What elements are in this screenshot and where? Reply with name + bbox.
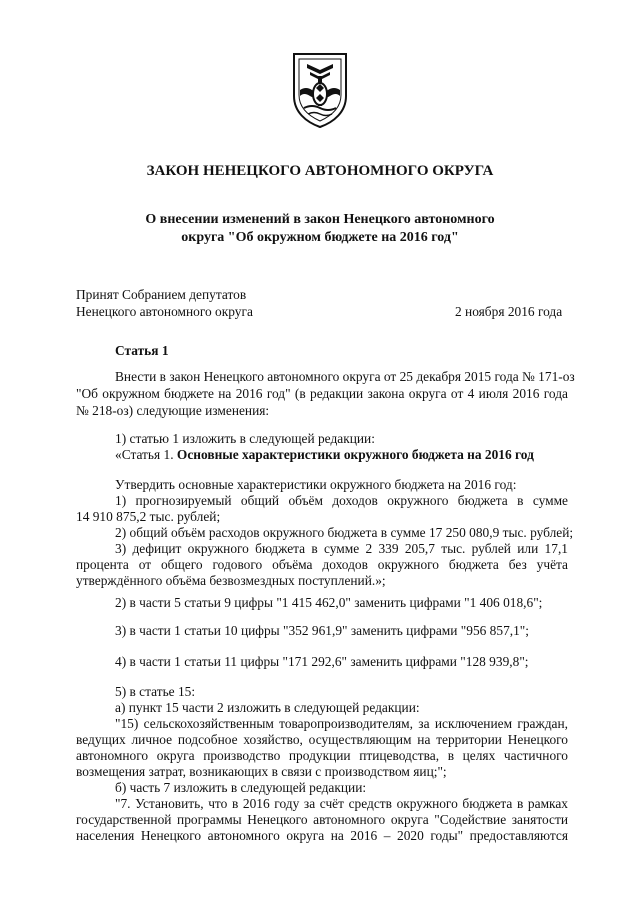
approve-line-7: утверждённого объёма безвозмездных поступлений.»; (76, 573, 386, 588)
item-5-text-line-3: автономного округа производство продукции птицеводства, в целях частичного (76, 748, 568, 763)
approve-line-3: 14 910 875,2 тыс. рублей; (76, 509, 221, 524)
adopted-by-line-2: Ненецкого автономного округа (76, 304, 253, 319)
item-4: 4) в части 1 статьи 11 цифры "171 292,6" заменить цифрами "128 939,8"; (115, 654, 529, 669)
item-5-b-text-line-3: населения Ненецкого автономного округа на 2016 – 2020 годы" предоставляются (76, 828, 568, 843)
item-1-lead: 1) статью 1 изложить в следующей редакции: (115, 431, 375, 446)
approve-line-5: 3) дефицит окружного бюджета в сумме 2 339 205,7 тыс. рублей или 17,1 (115, 541, 568, 556)
item-3: 3) в части 1 статьи 10 цифры "352 961,9" заменить цифрами "956 857,1"; (115, 623, 529, 638)
law-subtitle-line-2: округа "Об окружном бюджете на 2016 год" (181, 230, 459, 245)
item-5-b: б) часть 7 изложить в следующей редакции: (115, 780, 367, 795)
item-5-text-line-4: возмещения затрат, возникающих в связи с производством яиц;"; (76, 764, 447, 779)
item-5-text-line-1: "15) сельскохозяйственным товаропроизводителям, за исключением граждан, (115, 716, 568, 731)
coat-of-arms-emblem (290, 50, 350, 130)
approve-line-6: процента от общего годового объёма доходов окружного бюджета без учёта (76, 557, 568, 572)
item-1-article-title: Основные характеристики окружного бюджета на 2016 год (176, 447, 534, 462)
article-1-heading: Статья 1 (115, 343, 169, 358)
intro-line-1: Внести в закон Ненецкого автономного округа от 25 декабря 2015 года № 171-оз (115, 369, 575, 384)
item-1-article (115, 446, 534, 463)
law-title: ЗАКОН НЕНЕЦКОГО АВТОНОМНОГО ОКРУГА (146, 163, 494, 179)
approve-line-2: 1) прогнозируемый общий объём доходов окружного бюджета в сумме (115, 493, 568, 508)
item-2: 2) в части 5 статьи 9 цифры "1 415 462,0" заменить цифрами "1 406 018,6"; (115, 595, 543, 610)
approve-line-4: 2) общий объём расходов окружного бюджета в сумме 17 250 080,9 тыс. рублей; (115, 525, 574, 540)
item-5-text-line-2: ведущих личное подсобное хозяйство, осуществляющим на территории Ненецкого (76, 732, 568, 747)
intro-line-3: № 218-оз) следующие изменения: (76, 403, 270, 418)
item-5-a: а) пункт 15 части 2 изложить в следующей редакции: (115, 700, 420, 715)
adopted-by-line-1: Принят Собранием депутатов (76, 287, 247, 302)
item-5-lead: 5) в статье 15: (115, 684, 196, 699)
law-subtitle-line-1: О внесении изменений в закон Ненецкого автономного (145, 212, 495, 227)
item-5-b-text-line-2: государственной программы Ненецкого автономного округа "Содействие занятости (76, 812, 568, 827)
item-1-article-prefix: «Статья 1. (115, 447, 177, 462)
intro-line-2: "Об окружном бюджете на 2016 год" (в редакции закона округа от 4 июля 2016 года (76, 386, 568, 401)
coat-of-arms-icon (290, 50, 350, 130)
adoption-date: 2 ноября 2016 года (455, 304, 563, 319)
item-5-b-text-line-1: "7. Установить, что в 2016 году за счёт средств окружного бюджета в рамках (115, 796, 568, 811)
approve-line-1: Утвердить основные характеристики окружного бюджета на 2016 год: (115, 477, 517, 492)
